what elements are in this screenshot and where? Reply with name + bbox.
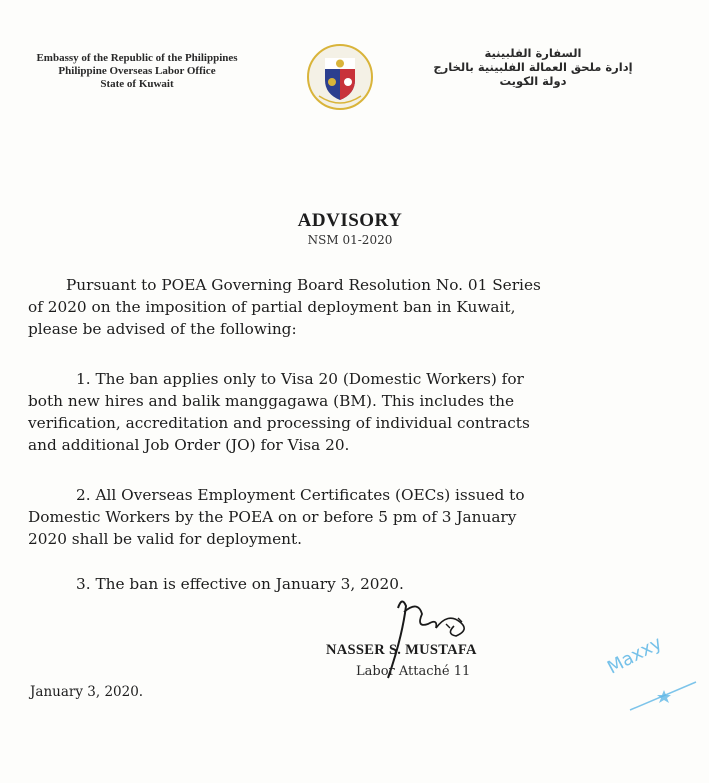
intro-line: please be advised of the following: <box>28 320 297 338</box>
advisory-item-3 <box>28 573 672 595</box>
embassy-header-arabic <box>428 46 638 88</box>
header-left-line-2: Philippine Overseas Labor Office <box>58 65 216 77</box>
advisory-item-1 <box>28 368 672 456</box>
item-line: and additional Job Order (JO) for Visa 20. <box>28 436 350 454</box>
watermark-star-icon <box>600 638 700 718</box>
intro-paragraph <box>28 274 672 340</box>
item-line: verification, accreditation and processing of individual contracts <box>28 414 530 432</box>
header-left-line-3: State of Kuwait <box>100 78 174 90</box>
watermark-text: Maxxy <box>604 632 666 679</box>
item-line: Domestic Workers by the POEA on or before 5 pm of 3 January <box>28 508 517 526</box>
item-line: 2. All Overseas Employment Certificates (OECs) issued to <box>76 486 525 504</box>
header-right-line-3: دولة الكويت <box>499 74 567 88</box>
signatory-title: Labor Attaché 11 <box>356 664 471 679</box>
advisory-item-2 <box>28 484 672 550</box>
header-right-line-1: السفارة الفلبينية <box>484 46 582 60</box>
document-title: ADVISORY <box>297 210 403 231</box>
header-left-line-1: Embassy of the Republic of the Philippines <box>36 52 238 64</box>
header-right-line-2: إدارة ملحق العمالة الفلبينية بالخارج <box>433 60 633 74</box>
item-line: both new hires and balik manggagawa (BM). This includes the <box>28 392 515 410</box>
reference-number: NSM 01-2020 <box>307 233 393 247</box>
signatory-name: NASSER S. MUSTAFA <box>326 642 477 658</box>
item-line: 2020 shall be valid for deployment. <box>28 530 303 548</box>
philippine-seal-icon <box>305 42 375 112</box>
document-date: January 3, 2020. <box>30 684 144 700</box>
item-line: 1. The ban applies only to Visa 20 (Domestic Workers) for <box>76 370 524 388</box>
embassy-header-english <box>8 52 266 91</box>
intro-line: Pursuant to POEA Governing Board Resolution No. 01 Series <box>66 276 541 294</box>
item-line: 3. The ban is effective on January 3, 2020. <box>76 575 404 593</box>
intro-line: of 2020 on the imposition of partial deployment ban in Kuwait, <box>28 298 516 316</box>
